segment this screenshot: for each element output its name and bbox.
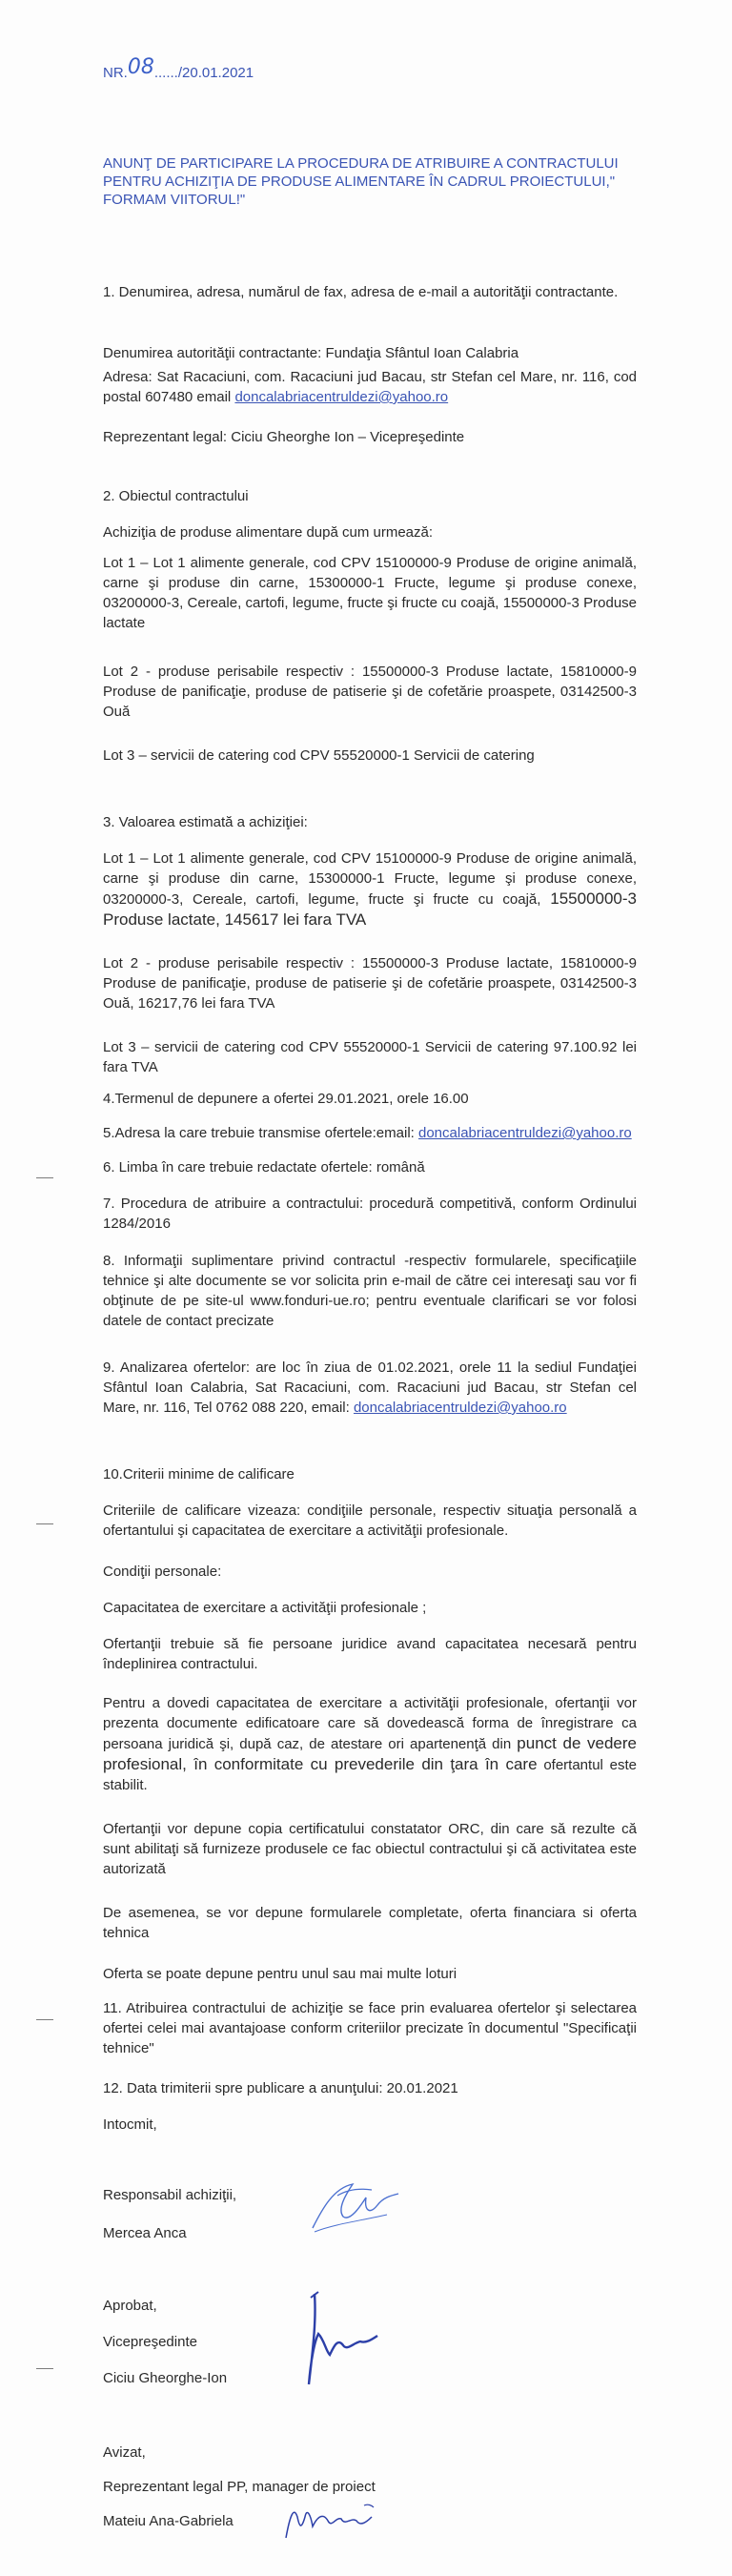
section10-p5 — [103, 1693, 637, 1795]
section10-p2: Condiţii personale: — [103, 1564, 222, 1580]
section5-email-link[interactable]: doncalabriacentruldezi@yahoo.ro — [418, 1125, 632, 1141]
authority-address — [103, 367, 637, 407]
prepared-by-label: Intocmit, — [103, 2116, 157, 2133]
section8-info: 8. Informaţii suplimentare privind contractul -respectiv formularele, specificaţiile tehnice şi alte documente se vor solicita prin e-mail de către cei interesaţi sau vor fi obţinute de pe site-ul www.fonduri-ue.ro; pentru eventuale clarificari se vor folosi datele de contact precizate — [103, 1253, 637, 1329]
section10-heading: 10.Criterii minime de calificare — [103, 1466, 295, 1482]
authority-name: Denumirea autorităţii contractante: Fundaţia Sfântul Ioan Calabria — [103, 345, 519, 361]
section7-procedure: 7. Procedura de atribuire a contractului: procedură competitivă, conform Ordinului 1284/2016 — [103, 1196, 637, 1232]
procurement-role: Responsabil achiziţii, — [103, 2187, 237, 2203]
signature-mateiu-image — [273, 2488, 387, 2555]
section10-p7: De asemenea, se vor depune formularele completate, oferta financiara si oferta tehnica — [103, 1905, 637, 1941]
section3-lot3: Lot 3 – servicii de catering cod CPV 55520000-1 Servicii de catering 97.100.92 lei fara TVA — [103, 1039, 637, 1075]
approved-name: Ciciu Gheorghe-Ion — [103, 2370, 228, 2386]
section4-deadline: 4.Termenul de depunere a ofertei 29.01.2021, orele 16.00 — [103, 1091, 469, 1107]
section5-text: 5.Adresa la care trebuie transmise ofertele:email: — [103, 1125, 418, 1141]
address-text: Adresa: Sat Racaciuni, com. Racaciuni jud Bacau, str Stefan cel Mare, nr. 116, cod postal 607480 email — [103, 369, 637, 405]
legal-representative: Reprezentant legal: Ciciu Gheorghe Ion – Vicepreşedinte — [103, 429, 465, 445]
nr-prefix: NR. — [103, 65, 128, 81]
nr-handwritten: 08 — [127, 55, 154, 79]
announcement-title: ANUNŢ DE PARTICIPARE LA PROCEDURA DE ATRIBUIRE A CONTRACTULUI PENTRU ACHIZIŢIA DE PRODUSE ALIMENTARE ÎN CADRUL PROIECTULUI," FORMAM VIITORUL!" — [103, 155, 619, 208]
section10-p3: Capacitatea de exercitare a activităţii profesionale ; — [103, 1600, 427, 1616]
section2-lot2: Lot 2 - produse perisabile respectiv : 15500000-3 Produse lactate, 15810000-9 Produse de panificaţie, produse de patiserie şi de cofetărie proaspete, 03142500-3 Ouă — [103, 664, 637, 720]
signature-mercea-image — [295, 2169, 410, 2245]
endorsed-name: Mateiu Ana-Gabriela — [103, 2513, 234, 2529]
section3-lot1-text: Lot 1 – Lot 1 alimente generale, cod CPV 15100000-9 Produse de origine animală, carne şi produse din carne, 15300000-1 Fructe, legume şi produse conexe, 03200000-3, Cereale, cartofi, legume, fructe şi fructe cu coajă, — [103, 850, 637, 908]
document-number — [103, 55, 254, 83]
section10-p8: Oferta se poate depune pentru unul sau mai multe loturi — [103, 1966, 458, 1982]
section10-p6: Ofertanţii vor depune copia certificatului constatator ORC, din care să rezulte că sunt abilitaţi să furnizeze produsele ce fac obiectul contractului şi că activitatea este autorizată — [103, 1821, 637, 1877]
section10-p5-text: Pentru a dovedi capacitatea de exercitare a activităţii profesionale, ofertanţii vor prezenta documente edificatoare care să dovedească forma de înregistrare ca persoana juridică şi, după caz, de atestare ori apartenenţă din — [103, 1695, 637, 1752]
section3-lot2: Lot 2 - produse perisabile respectiv : 15500000-3 Produse lactate, 15810000-9 Produse de panificaţie, produse de patiserie şi de cofetărie proaspete, 03142500-3 Ouă, 16217,76 lei fara TVA — [103, 955, 637, 1012]
margin-mark — [36, 2019, 53, 2020]
section1-heading: 1. Denumirea, adresa, numărul de fax, adresa de e-mail a autorităţii contractante. — [103, 284, 619, 300]
section10-p5-emphasis: punct de vedere profesional, în conformitate cu prevederile din ţara în care — [103, 1734, 638, 1773]
authority-email-link[interactable]: doncalabriacentruldezi@yahoo.ro — [234, 389, 449, 405]
section2-lot3: Lot 3 – servicii de catering cod CPV 55520000-1 Servicii de catering — [103, 747, 535, 764]
section2-lot1: Lot 1 – Lot 1 alimente generale, cod CPV 15100000-9 Produse de origine animală, carne şi produse din carne, 15300000-1 Fructe, legume şi produse conexe, 03200000-3, Cereale, cartofi, legume, fructe şi fructe cu coajă, 15500000-3 Produse lactate — [103, 555, 637, 631]
approved-label: Aprobat, — [103, 2298, 157, 2314]
section10-p5-end: ofertantul este stabilit. — [103, 1757, 637, 1793]
margin-mark — [36, 2368, 53, 2369]
endorsed-role: Reprezentant legal PP, manager de proiect — [103, 2479, 376, 2495]
section9-text: 9. Analizarea ofertelor: are loc în ziua de 01.02.2021, orele 11 la sediul Fundaţiei Sfântul Ioan Calabria, Sat Racaciuni, com. Racaciuni jud Bacau, str Stefan cel Mare, nr. 116, Tel 0762 088 220, email: — [103, 1360, 637, 1416]
section3-lot1 — [103, 848, 637, 930]
section5-address — [103, 1123, 637, 1143]
section6-language: 6. Limba în care trebuie redactate ofertele: română — [103, 1159, 425, 1176]
signature-ciciu-image — [286, 2284, 410, 2399]
section12-date: 12. Data trimiterii spre publicare a anunţului: 20.01.2021 — [103, 2080, 458, 2096]
section10-p4: Ofertanţii trebuie să fie persoane juridice avand capacitatea necesară pentru îndeplinirea contractului. — [103, 1636, 637, 1672]
section2-intro: Achiziţia de produse alimentare după cum urmează: — [103, 524, 434, 541]
procurement-name: Mercea Anca — [103, 2225, 187, 2241]
endorsed-label: Avizat, — [103, 2444, 146, 2461]
nr-date: ....../20.01.2021 — [153, 65, 254, 81]
margin-mark — [36, 1177, 53, 1178]
section9-analysis — [103, 1358, 637, 1418]
section3-lot1-value: 15500000-3 Produse lactate, 145617 lei fara TVA — [103, 889, 638, 929]
section9-email-link[interactable]: doncalabriacentruldezi@yahoo.ro — [353, 1400, 567, 1416]
section3-heading: 3. Valoarea estimată a achiziţiei: — [103, 814, 308, 830]
section10-p1: Criteriile de calificare vizeaza: condiţiile personale, respectiv situaţia personală a ofertantului şi capacitatea de exercitare a activităţii profesionale. — [103, 1503, 637, 1539]
approved-role: Vicepreşedinte — [103, 2334, 197, 2350]
section2-heading: 2. Obiectul contractului — [103, 488, 249, 504]
section11-award: 11. Atribuirea contractului de achiziţie se face prin evaluarea ofertelor şi selectarea ofertei celei mai avantajoase conform criteriilor precizate în documentul "Specificaţii tehnice" — [103, 2000, 637, 2056]
margin-mark — [36, 1523, 53, 1524]
